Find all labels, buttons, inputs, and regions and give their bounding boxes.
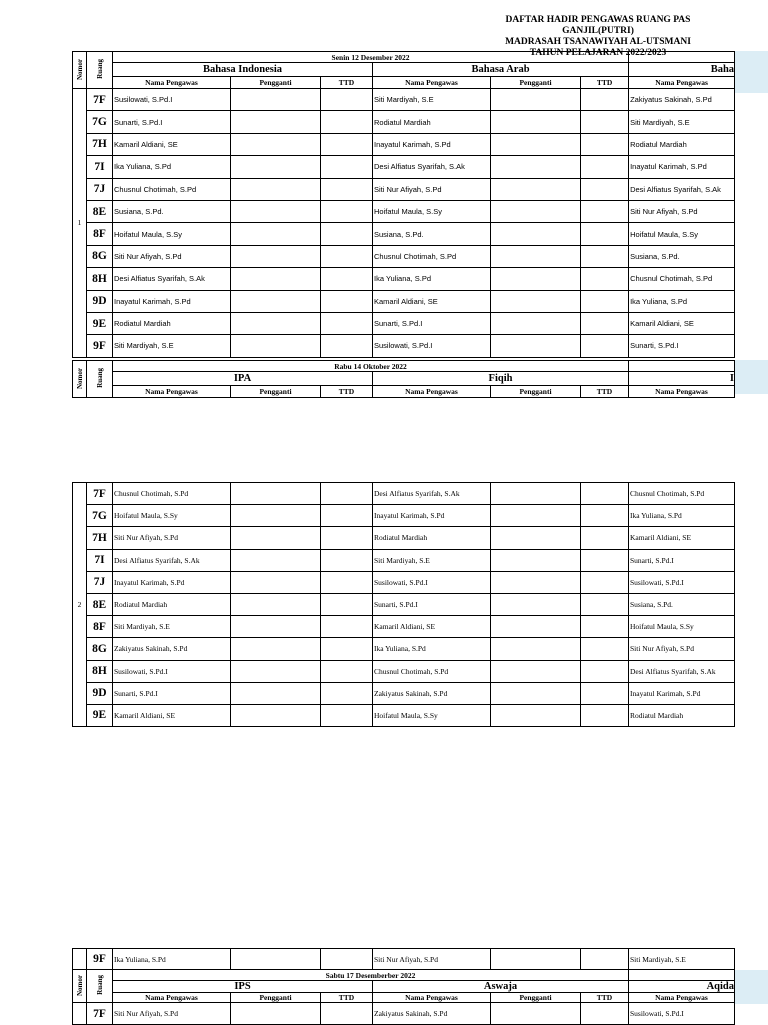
subject-header: IPS (113, 981, 373, 993)
table-row (73, 638, 735, 660)
subject-header: Aqida (629, 981, 735, 993)
signature-cell (321, 483, 373, 505)
signature-cell (581, 949, 629, 970)
signature-cell (321, 178, 373, 200)
signature-cell (581, 156, 629, 178)
substitute-cell (231, 660, 321, 682)
room-code: 7G (87, 111, 113, 133)
section-number (73, 1003, 87, 1025)
supervisor-name: Sunarti, S.Pd.I (373, 593, 491, 615)
supervisor-name: Ika Yuliana, S.Pd (373, 268, 491, 290)
table-row (73, 290, 735, 312)
col-nama-pengawas: Nama Pengawas (113, 386, 231, 398)
supervisor-name: Ika Yuliana, S.Pd (113, 949, 231, 970)
substitute-cell (231, 200, 321, 222)
supervisor-name: Siti Mardiyah, S.E (373, 549, 491, 571)
signature-cell (321, 223, 373, 245)
signature-cell (321, 949, 373, 970)
substitute-cell (491, 549, 581, 571)
table-row (73, 549, 735, 571)
signature-cell (581, 223, 629, 245)
supervisor-name: Ika Yuliana, S.Pd (629, 505, 735, 527)
supervisor-name: Siti Nur Afiyah, S.Pd (113, 245, 231, 267)
signature-cell (581, 335, 629, 357)
room-code: 9F (87, 335, 113, 357)
room-code: 7J (87, 178, 113, 200)
signature-cell (321, 549, 373, 571)
signature-cell (321, 593, 373, 615)
substitute-cell (491, 505, 581, 527)
signature-cell (581, 682, 629, 704)
supervisor-name: Chusnul Chotimah, S.Pd (113, 483, 231, 505)
supervisor-name: Susilowati, S.Pd.I (373, 571, 491, 593)
substitute-cell (491, 616, 581, 638)
ruang-header: Ruang (87, 361, 113, 398)
supervisor-name: Susilowati, S.Pd.I (113, 89, 231, 111)
signature-cell (321, 616, 373, 638)
supervisor-name: Inayatul Karimah, S.Pd (373, 505, 491, 527)
signature-cell (581, 1003, 629, 1025)
supervisor-name: Ika Yuliana, S.Pd (113, 156, 231, 178)
table-row (73, 1003, 735, 1025)
supervisor-name: Susiana, S.Pd. (373, 223, 491, 245)
offscreen-column-shade (734, 360, 768, 394)
supervisor-name: Inayatul Karimah, S.Pd (113, 290, 231, 312)
table-row (73, 268, 735, 290)
signature-cell (581, 200, 629, 222)
table-row (73, 571, 735, 593)
substitute-cell (231, 312, 321, 334)
signature-cell (321, 682, 373, 704)
col-nama-pengawas: Nama Pengawas (373, 77, 491, 89)
substitute-cell (491, 704, 581, 726)
col-pengganti: Pengganti (231, 386, 321, 398)
supervisor-name: Susiana, S.Pd. (629, 245, 735, 267)
supervisor-name: Susilowati, S.Pd.I (629, 571, 735, 593)
supervisor-name: Rodiatul Mardiah (629, 133, 735, 155)
signature-cell (321, 660, 373, 682)
supervisor-name: Hoifatul Maula, S.Sy (629, 616, 735, 638)
signature-cell (581, 593, 629, 615)
supervisor-name: Ika Yuliana, S.Pd (373, 638, 491, 660)
col-ttd: TTD (581, 993, 629, 1003)
signature-cell (581, 660, 629, 682)
supervisor-name: Zakiyatus Sakinah, S.Pd (113, 638, 231, 660)
col-pengganti: Pengganti (231, 993, 321, 1003)
exam-date: Rabu 14 Oktober 2022 (113, 361, 629, 372)
supervisor-name: Desi Alfiatus Syarifah, S.Ak (629, 660, 735, 682)
substitute-cell (491, 111, 581, 133)
signature-cell (321, 335, 373, 357)
subject-header: IPA (113, 372, 373, 386)
table-row (73, 178, 735, 200)
substitute-cell (491, 290, 581, 312)
substitute-cell (491, 156, 581, 178)
room-code: 9D (87, 290, 113, 312)
substitute-cell (491, 593, 581, 615)
substitute-cell (231, 335, 321, 357)
attendance-table-section-2-header (72, 360, 735, 398)
supervisor-name: Ika Yuliana, S.Pd (629, 290, 735, 312)
signature-cell (581, 133, 629, 155)
col-pengganti: Pengganti (491, 993, 581, 1003)
col-ttd: TTD (321, 77, 373, 89)
substitute-cell (491, 949, 581, 970)
substitute-cell (491, 268, 581, 290)
substitute-cell (231, 156, 321, 178)
supervisor-name: Susilowati, S.Pd.I (629, 1003, 735, 1025)
col-nama-pengawas: Nama Pengawas (113, 77, 231, 89)
supervisor-name: Susilowati, S.Pd.I (373, 335, 491, 357)
title-line-3: TAHUN PELAJARAN 2022/2023 (529, 48, 667, 58)
subject-header: Fiqih (373, 372, 629, 386)
signature-cell (581, 549, 629, 571)
room-code: 9F (87, 949, 113, 970)
signature-cell (581, 111, 629, 133)
substitute-cell (491, 200, 581, 222)
room-code: 7G (87, 505, 113, 527)
table-row (73, 593, 735, 615)
supervisor-name: Inayatul Karimah, S.Pd (629, 156, 735, 178)
substitute-cell (231, 178, 321, 200)
signature-cell (581, 527, 629, 549)
substitute-cell (491, 660, 581, 682)
substitute-cell (491, 133, 581, 155)
substitute-cell (491, 483, 581, 505)
supervisor-name: Siti Mardiyah, S.E (373, 89, 491, 111)
substitute-cell (491, 682, 581, 704)
table-row (73, 111, 735, 133)
substitute-cell (231, 682, 321, 704)
supervisor-name: Desi Alfiatus Syarifah, S.Ak (113, 549, 231, 571)
supervisor-name: Siti Mardiyah, S.E (629, 111, 735, 133)
col-ttd: TTD (581, 386, 629, 398)
section-number: 2 (73, 483, 87, 727)
substitute-cell (491, 312, 581, 334)
supervisor-name: Zakiyatus Sakinah, S.Pd (629, 89, 735, 111)
table-row (73, 527, 735, 549)
col-nama-pengawas: Nama Pengawas (373, 386, 491, 398)
substitute-cell (231, 571, 321, 593)
substitute-cell (231, 133, 321, 155)
supervisor-name: Chusnul Chotimah, S.Pd (113, 178, 231, 200)
substitute-cell (231, 505, 321, 527)
col-nama-pengawas: Nama Pengawas (629, 77, 735, 89)
substitute-cell (231, 111, 321, 133)
table-row (73, 616, 735, 638)
supervisor-name: Inayatul Karimah, S.Pd (629, 682, 735, 704)
ruang-header: Ruang (87, 52, 113, 89)
room-code: 8G (87, 245, 113, 267)
nomor-header: Nomor (73, 361, 87, 398)
supervisor-name: Siti Nur Afiyah, S.Pd (373, 949, 491, 970)
substitute-cell (491, 571, 581, 593)
signature-cell (581, 638, 629, 660)
supervisor-name: Hoifatul Maula, S.Sy (373, 704, 491, 726)
substitute-cell (231, 223, 321, 245)
table-row (73, 89, 735, 111)
supervisor-name: Kamaril Aldiani, SE (373, 290, 491, 312)
table-row (73, 335, 735, 357)
attendance-table-section-1 (72, 51, 735, 358)
substitute-cell (231, 704, 321, 726)
subject-header: Aswaja (373, 981, 629, 993)
supervisor-name: Desi Alfiatus Syarifah, S.Ak (113, 268, 231, 290)
signature-cell (321, 527, 373, 549)
col-pengganti: Pengganti (231, 77, 321, 89)
signature-cell (581, 290, 629, 312)
supervisor-name: Hoifatul Maula, S.Sy (113, 505, 231, 527)
substitute-cell (231, 549, 321, 571)
signature-cell (581, 89, 629, 111)
col-ttd: TTD (581, 77, 629, 89)
substitute-cell (491, 178, 581, 200)
table-row (73, 156, 735, 178)
table-row (73, 660, 735, 682)
room-code: 7F (87, 483, 113, 505)
section-number: 1 (73, 89, 87, 358)
col-nama-pengawas: Nama Pengawas (629, 386, 735, 398)
supervisor-name: Chusnul Chotimah, S.Pd (629, 268, 735, 290)
signature-cell (321, 312, 373, 334)
offscreen-column-shade (734, 51, 768, 93)
ruang-header: Ruang (87, 970, 113, 1003)
substitute-cell (491, 638, 581, 660)
room-code: 8H (87, 268, 113, 290)
room-code: 7F (87, 89, 113, 111)
supervisor-name: Zakiyatus Sakinah, S.Pd (373, 682, 491, 704)
subject-header: I (629, 372, 735, 386)
supervisor-name: Sunarti, S.Pd.I (113, 111, 231, 133)
signature-cell (321, 290, 373, 312)
signature-cell (581, 616, 629, 638)
supervisor-name: Siti Nur Afiyah, S.Pd (629, 638, 735, 660)
substitute-cell (491, 335, 581, 357)
signature-cell (581, 505, 629, 527)
supervisor-name: Kamaril Aldiani, SE (629, 312, 735, 334)
room-code: 9E (87, 704, 113, 726)
substitute-cell (231, 527, 321, 549)
room-code: 7H (87, 133, 113, 155)
col-nama-pengawas: Nama Pengawas (373, 993, 491, 1003)
signature-cell (321, 268, 373, 290)
supervisor-name: Rodiatul Mardiah (113, 593, 231, 615)
col-ttd: TTD (321, 386, 373, 398)
room-code: 7F (87, 1003, 113, 1025)
signature-cell (321, 1003, 373, 1025)
supervisor-name: Siti Mardiyah, S.E (113, 335, 231, 357)
signature-cell (581, 571, 629, 593)
supervisor-name: Inayatul Karimah, S.Pd (373, 133, 491, 155)
room-code: 8G (87, 638, 113, 660)
supervisor-name: Kamaril Aldiani, SE (113, 704, 231, 726)
supervisor-name: Rodiatul Mardiah (113, 312, 231, 334)
signature-cell (321, 505, 373, 527)
table-row (73, 949, 735, 970)
supervisor-name: Hoifatul Maula, S.Sy (113, 223, 231, 245)
signature-cell (321, 111, 373, 133)
supervisor-name: Siti Nur Afiyah, S.Pd (113, 1003, 231, 1025)
col-nama-pengawas: Nama Pengawas (629, 993, 735, 1003)
table-row (73, 133, 735, 155)
substitute-cell (491, 89, 581, 111)
col-ttd: TTD (321, 993, 373, 1003)
supervisor-name: Rodiatul Mardiah (373, 111, 491, 133)
room-code: 8E (87, 593, 113, 615)
substitute-cell (231, 268, 321, 290)
supervisor-name: Desi Alfiatus Syarifah, S.Ak (373, 483, 491, 505)
supervisor-name: Susilowati, S.Pd.I (113, 660, 231, 682)
substitute-cell (231, 949, 321, 970)
signature-cell (581, 704, 629, 726)
table-row (73, 682, 735, 704)
supervisor-name: Chusnul Chotimah, S.Pd (373, 245, 491, 267)
supervisor-name: Siti Nur Afiyah, S.Pd (629, 200, 735, 222)
supervisor-name: Sunarti, S.Pd.I (629, 549, 735, 571)
signature-cell (321, 200, 373, 222)
table-row (73, 704, 735, 726)
table-row (73, 200, 735, 222)
supervisor-name: Sunarti, S.Pd.I (629, 335, 735, 357)
supervisor-name: Siti Mardiyah, S.E (113, 616, 231, 638)
supervisor-name: Kamaril Aldiani, SE (373, 616, 491, 638)
supervisor-name: Desi Alfiatus Syarifah, S.Ak (629, 178, 735, 200)
subject-header: Bahasa Arab (373, 63, 629, 77)
col-pengganti: Pengganti (491, 386, 581, 398)
room-code: 9E (87, 312, 113, 334)
signature-cell (321, 156, 373, 178)
title-line-2: MADRASAH TSANAWIYAH AL-UTSMANI (505, 37, 691, 47)
signature-cell (581, 178, 629, 200)
supervisor-name: Sunarti, S.Pd.I (373, 312, 491, 334)
room-code: 7I (87, 549, 113, 571)
substitute-cell (231, 593, 321, 615)
col-pengganti: Pengganti (491, 77, 581, 89)
signature-cell (581, 245, 629, 267)
col-nama-pengawas: Nama Pengawas (113, 993, 231, 1003)
signature-cell (581, 268, 629, 290)
signature-cell (581, 312, 629, 334)
substitute-cell (491, 527, 581, 549)
substitute-cell (491, 245, 581, 267)
table-row (73, 223, 735, 245)
signature-cell (321, 638, 373, 660)
room-code: 9D (87, 682, 113, 704)
substitute-cell (231, 245, 321, 267)
supervisor-name: Siti Nur Afiyah, S.Pd (373, 178, 491, 200)
nomor-header: Nomor (73, 52, 87, 89)
offscreen-column-shade (734, 970, 768, 1004)
substitute-cell (491, 1003, 581, 1025)
supervisor-name: Susiana, S.Pd. (629, 593, 735, 615)
substitute-cell (231, 616, 321, 638)
supervisor-name: Kamaril Aldiani, SE (629, 527, 735, 549)
supervisor-name: Rodiatul Mardiah (629, 704, 735, 726)
signature-cell (321, 89, 373, 111)
supervisor-name: Inayatul Karimah, S.Pd (113, 571, 231, 593)
substitute-cell (231, 638, 321, 660)
room-code: 8F (87, 616, 113, 638)
supervisor-name: Rodiatul Mardiah (373, 527, 491, 549)
substitute-cell (491, 223, 581, 245)
substitute-cell (231, 1003, 321, 1025)
supervisor-name: Kamaril Aldiani, SE (113, 133, 231, 155)
attendance-table-section-2 (72, 482, 735, 727)
table-row (73, 483, 735, 505)
table-row (73, 245, 735, 267)
subject-header: Bahasa Indonesia (113, 63, 373, 77)
substitute-cell (231, 290, 321, 312)
room-code: 7H (87, 527, 113, 549)
substitute-cell (231, 89, 321, 111)
supervisor-name: Chusnul Chotimah, S.Pd (373, 660, 491, 682)
signature-cell (321, 245, 373, 267)
supervisor-name: Chusnul Chotimah, S.Pd (629, 483, 735, 505)
room-code: 8E (87, 200, 113, 222)
supervisor-name: Siti Nur Afiyah, S.Pd (113, 527, 231, 549)
substitute-cell (231, 483, 321, 505)
supervisor-name: Hoifatul Maula, S.Sy (629, 223, 735, 245)
attendance-table-section-3 (72, 948, 735, 1025)
signature-cell (321, 571, 373, 593)
room-code: 8H (87, 660, 113, 682)
room-code: 7I (87, 156, 113, 178)
table-row (73, 312, 735, 334)
supervisor-name: Siti Mardiyah, S.E (629, 949, 735, 970)
supervisor-name: Zakiyatus Sakinah, S.Pd (373, 1003, 491, 1025)
title-line-1: DAFTAR HADIR PENGAWAS RUANG PAS GANJIL(PUTRI) (505, 15, 691, 36)
nomor-header: Nomor (73, 970, 87, 1003)
exam-date: Sabtu 17 Desemberber 2022 (113, 970, 629, 981)
subject-header: Baha (629, 63, 735, 77)
room-code: 8F (87, 223, 113, 245)
signature-cell (321, 133, 373, 155)
supervisor-name: Sunarti, S.Pd.I (113, 682, 231, 704)
table-row (73, 505, 735, 527)
signature-cell (581, 483, 629, 505)
signature-cell (321, 704, 373, 726)
exam-date: Senin 12 Desember 2022 (113, 52, 629, 63)
supervisor-name: Hoifatul Maula, S.Sy (373, 200, 491, 222)
room-code: 7J (87, 571, 113, 593)
supervisor-name: Desi Alfiatus Syarifah, S.Ak (373, 156, 491, 178)
supervisor-name: Susiana, S.Pd. (113, 200, 231, 222)
